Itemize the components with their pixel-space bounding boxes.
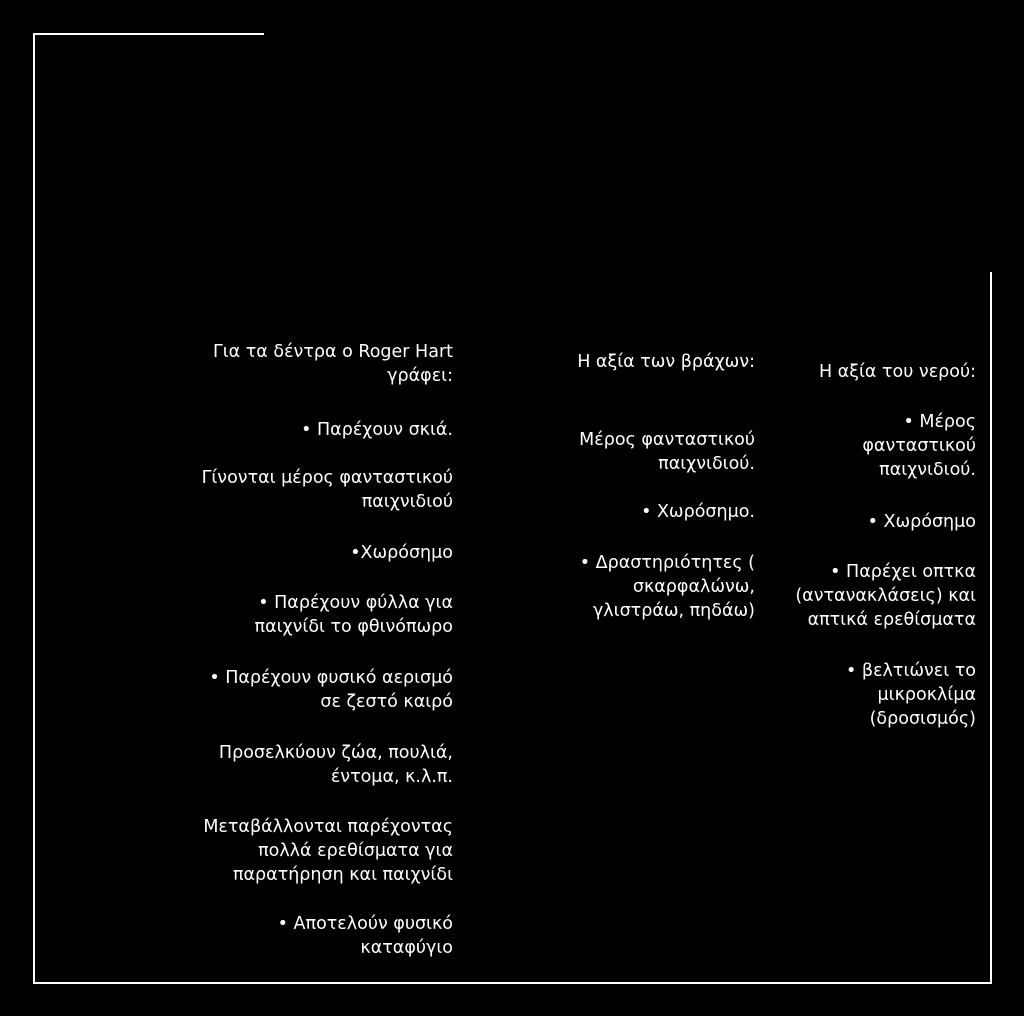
frame-bottom-line <box>33 982 992 984</box>
trees-item-imaginary-play: Γίνονται μέρος φανταστικού παιχνιδιού <box>201 468 453 512</box>
trees-item-shelter: • Αποτελούν φυσικό καταφύγιο <box>277 914 453 958</box>
trees-item-landmark: •Χωρόσημο <box>350 543 453 563</box>
rocks-item-activities: • Δραστηριότητες ( σκαρφαλώνω, γλιστράω, πηδάω) <box>579 553 755 621</box>
trees-title: Για τα δέντρα ο Roger Hart γράφει: <box>212 342 453 386</box>
rocks-item-landmark: • Χωρόσημο. <box>641 502 755 522</box>
water-item-visual-tactile: • Παρέχει οπτκα (αντανακλάσεις) και απτικά ερεθίσματα <box>795 562 976 630</box>
water-item-landmark: • Χωρόσημο <box>867 512 976 532</box>
rocks-title: Η αξία των βράχων: <box>577 352 755 372</box>
trees-item-shade: • Παρέχουν σκιά. <box>301 420 453 440</box>
rocks-item-imaginary-play: Μέρος φανταστικού παιχνιδιού. <box>579 430 755 474</box>
trees-item-leaves: • Παρέχουν φύλλα για παιχνίδι το φθινόπωρο <box>254 593 453 637</box>
frame-right-line <box>990 272 992 984</box>
frame-top-line <box>33 33 264 35</box>
water-item-imaginary-play: • Μέρος φανταστικού παιχνιδιού. <box>862 412 976 480</box>
frame-left-line <box>33 33 35 984</box>
water-item-microclimate: • βελτιώνει το μικροκλίμα (δροσισμός) <box>846 661 976 729</box>
trees-item-ventilation: • Παρέχουν φυσικό αερισμό σε ζεστό καιρό <box>209 668 453 712</box>
water-title: Η αξία του νερού: <box>818 362 976 382</box>
trees-item-stimuli: Μεταβάλλονται παρέχοντας πολλά ερεθίσματα για παρατήρηση και παιχνίδι <box>203 817 453 885</box>
trees-item-animals: Προσελκύουν ζώα, πουλιά, έντομα, κ.λ.π. <box>218 743 453 787</box>
